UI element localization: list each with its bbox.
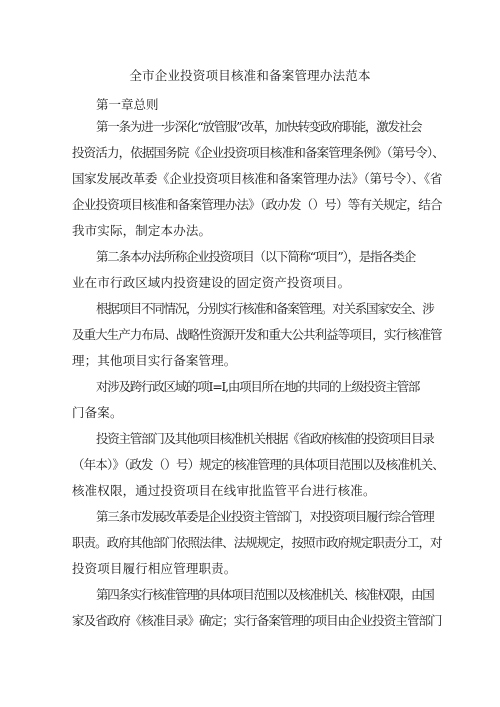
- paragraph-line: 职责。政府其他部门依照法律、法规规定，按照市政府规定职责分工，对: [72, 535, 442, 550]
- paragraph-line: 业在市行政区域内投资建设的固定资产投资项目。: [72, 275, 351, 290]
- paragraph-line: 第一条为进一步深化“放管服”改革，加快转变政府职能，激发社会: [96, 119, 422, 134]
- paragraph-article-4: [72, 582, 444, 634]
- paragraph-line: 理；其他项目实行备案管理。: [72, 353, 237, 368]
- paragraph-line: （年本）》（政发（）号）规定的核准管理的具体项目范围以及核准机关、: [72, 457, 444, 472]
- paragraph-cross-region: [72, 374, 444, 426]
- paragraph-line: 对涉及跨行政区域的项I=I,由项目所在地的共同的上级投资主管部: [96, 379, 420, 394]
- paragraph-line: 投资项目履行相应管理职责。: [72, 561, 237, 576]
- paragraph-line: 企业投资项目核准和备案管理办法》（政办发（）号）等有关规定，结合: [72, 197, 442, 212]
- paragraph-article-2: [72, 244, 444, 296]
- chapter-heading: 第一章总则: [96, 97, 159, 112]
- document-title: 全市企业投资项目核准和备案管理办法范本: [129, 68, 371, 83]
- paragraph-approval-scope: [72, 426, 444, 504]
- paragraph-article-3: [72, 504, 444, 582]
- paragraph-line: 门备案。: [72, 405, 123, 420]
- paragraph-line: 我市实际，制定本办法。: [72, 223, 212, 238]
- paragraph-line: 第三条市发展改革委是企业投资主管部门，对投资项目履行综合管理: [96, 509, 434, 524]
- paragraph-line: 家及省政府《核准目录》确定；实行备案管理的项目由企业投资主管部门: [72, 613, 442, 628]
- paragraph-line: 第二条本办法所称企业投资项目（以下简称“项目”），是指各类企: [96, 249, 416, 264]
- paragraph-line: 第四条实行核准管理的具体项目范围以及核准机关、核准权限，由国: [96, 587, 434, 602]
- paragraph-line: 投资活力，依据国务院《企业投资项目核准和备案管理条例》（第号令）、: [72, 145, 444, 160]
- paragraph-line: 核准权限，通过投资项目在线审批监管平台进行核准。: [72, 483, 376, 498]
- paragraph-line: 国家发展改革委《企业投资项目核准和备案管理办法》（第号令）、《省: [72, 171, 443, 186]
- paragraph-line: 及重大生产力布局、战略性资源开发和重大公共利益等项目，实行核准管: [72, 327, 442, 342]
- paragraph-management-types: [72, 296, 444, 374]
- paragraph-line: 根据项目不同情况，分别实行核准和备案管理。对关系国家安全、涉: [96, 301, 434, 316]
- paragraph-article-1: [72, 114, 444, 244]
- paragraph-line: 投资主管部门及其他项目核准机关根据《省政府核准的投资项目目录: [96, 431, 434, 446]
